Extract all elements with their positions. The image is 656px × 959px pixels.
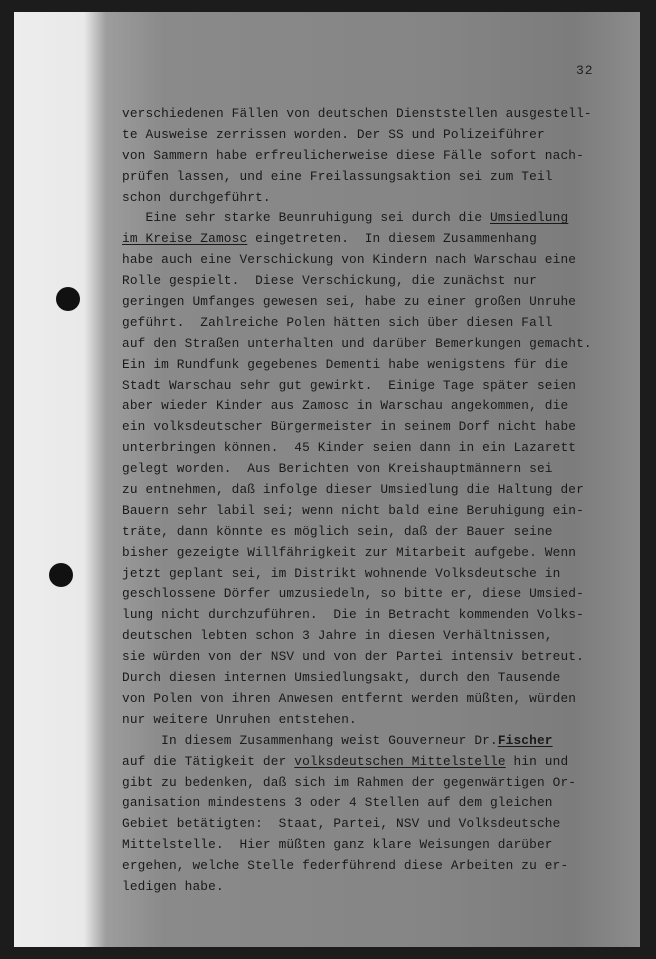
text-segment: jetzt geplant sei, im Distrikt wohnende Volksdeutsche in [122, 565, 561, 581]
text-segment: ganisation mindestens 3 oder 4 Stellen auf dem gleichen [122, 795, 553, 811]
text-segment: ledigen habe. [122, 878, 224, 894]
text-segment: Rolle gespielt. Diese Verschickung, die zunächst nur [122, 273, 537, 289]
text-segment: Durch diesen internen Umsiedlungsakt, durch den Tausende [122, 670, 561, 686]
text-line [122, 292, 642, 313]
text-segment: ergehen, welche Stelle federführend diese Arbeiten zu er- [122, 858, 569, 874]
text-segment: geführt. Zahlreiche Polen hätten sich über diesen Fall [122, 314, 553, 330]
text-segment: Gebiet betätigten: Staat, Partei, NSV und Volksdeutsche [122, 816, 561, 832]
text-segment: Ein im Rundfunk gegebenes Dementi habe wenigstens für die [122, 356, 569, 372]
text-segment: auf die Tätigkeit der [122, 753, 295, 769]
text-line [122, 250, 642, 271]
text-line [122, 146, 642, 167]
text-line [122, 689, 642, 710]
text-line [122, 167, 642, 188]
text-line [122, 668, 642, 689]
text-segment: lung nicht durchzuführen. Die in Betracht kommenden Volks- [122, 607, 584, 623]
text-line [122, 355, 642, 376]
text-line [122, 334, 642, 355]
text-line [122, 229, 642, 250]
text-segment: auf den Straßen unterhalten und darüber Bemerkungen gemacht. [122, 335, 592, 351]
punch-hole-top [56, 287, 80, 311]
text-segment: von Sammern habe erfreulicherweise diese Fälle sofort nach- [122, 147, 584, 163]
text-line [122, 773, 642, 794]
text-segment: zu entnehmen, daß infolge dieser Umsiedlung die Haltung der [122, 482, 584, 498]
text-segment: deutschen lebten schon 3 Jahre in diesen Verhältnissen, [122, 628, 553, 644]
text-segment: habe auch eine Verschickung von Kindern nach Warschau eine [122, 252, 577, 268]
text-line [122, 793, 642, 814]
page-number: 32 [576, 63, 594, 78]
text-segment: eingetreten. In diesem Zusammenhang [247, 231, 537, 247]
text-line [122, 104, 642, 125]
text-segment: hin und [505, 753, 569, 769]
text-line [122, 480, 642, 501]
text-line [122, 856, 642, 877]
text-segment: aber wieder Kinder aus Zamosc in Warschau angekommen, die [122, 398, 569, 414]
text-line [122, 522, 642, 543]
text-segment: gibt zu bedenken, daß sich im Rahmen der gegenwärtigen Or- [122, 774, 577, 790]
text-segment: verschiedenen Fällen von deutschen Dienststellen ausgestell- [122, 106, 592, 121]
text-line [122, 376, 642, 397]
underlined-text: im Kreise Zamosc [122, 231, 248, 247]
underlined-text: Umsiedlung [489, 210, 569, 226]
text-line [122, 752, 642, 773]
underlined-text: volksdeutschen Mittelstelle [294, 753, 506, 769]
text-segment: bisher gezeigte Willfährigkeit zur Mitarbeit aufgebe. Wenn [122, 544, 577, 560]
text-line [122, 417, 642, 438]
text-segment: schon durchgeführt. [122, 189, 271, 205]
text-segment: Bauern sehr labil sei; wenn nicht bald eine Beruhigung ein- [122, 502, 584, 518]
text-line [122, 501, 642, 522]
text-line [122, 313, 642, 334]
punch-hole-bottom [49, 563, 73, 587]
document-page [14, 12, 640, 947]
text-segment: geringen Umfanges gewesen sei, habe zu einer großen Unruhe [122, 294, 577, 310]
text-segment: von Polen von ihren Anwesen entfernt werden müßten, würden [122, 690, 577, 706]
text-line [122, 710, 642, 731]
text-line [122, 543, 642, 564]
underlined-text: Fischer [497, 732, 553, 748]
text-segment: unterbringen können. 45 Kinder seien dann in ein Lazarett [122, 440, 577, 456]
text-line [122, 877, 642, 898]
text-line [122, 584, 642, 605]
text-line [122, 647, 642, 668]
text-segment: te Ausweise zerrissen worden. Der SS und Polizeiführer [122, 126, 545, 142]
text-line [122, 605, 642, 626]
text-segment: Eine sehr starke Beunruhigung sei durch die [122, 210, 490, 226]
text-segment: Stadt Warschau sehr gut gewirkt. Einige Tage später seien [122, 377, 577, 393]
text-line [122, 731, 642, 752]
text-segment: geschlossene Dörfer umzusiedeln, so bitte er, diese Umsied- [122, 586, 584, 602]
typed-text-body [122, 104, 642, 898]
text-segment: ein volksdeutscher Bürgermeister in seinem Dorf nicht habe [122, 419, 577, 435]
text-segment: sie würden von der NSV und von der Partei intensiv betreut. [122, 649, 584, 665]
text-line [122, 396, 642, 417]
text-line [122, 459, 642, 480]
text-segment: In diesem Zusammenhang weist Gouverneur Dr. [122, 732, 498, 748]
text-line [122, 438, 642, 459]
text-segment: nur weitere Unruhen entstehen. [122, 711, 357, 727]
text-segment: gelegt worden. Aus Berichten von Kreishauptmännern sei [122, 461, 553, 477]
text-line [122, 835, 642, 856]
text-line [122, 564, 642, 585]
text-line [122, 626, 642, 647]
text-segment: Mittelstelle. Hier müßten ganz klare Weisungen darüber [122, 837, 553, 853]
text-segment: träte, dann könnte es möglich sein, daß der Bauer seine [122, 523, 553, 539]
text-line [122, 125, 642, 146]
text-line [122, 271, 642, 292]
text-line [122, 208, 642, 229]
text-line [122, 188, 642, 209]
text-line [122, 814, 642, 835]
text-segment: prüfen lassen, und eine Freilassungsaktion sei zum Teil [122, 168, 553, 184]
